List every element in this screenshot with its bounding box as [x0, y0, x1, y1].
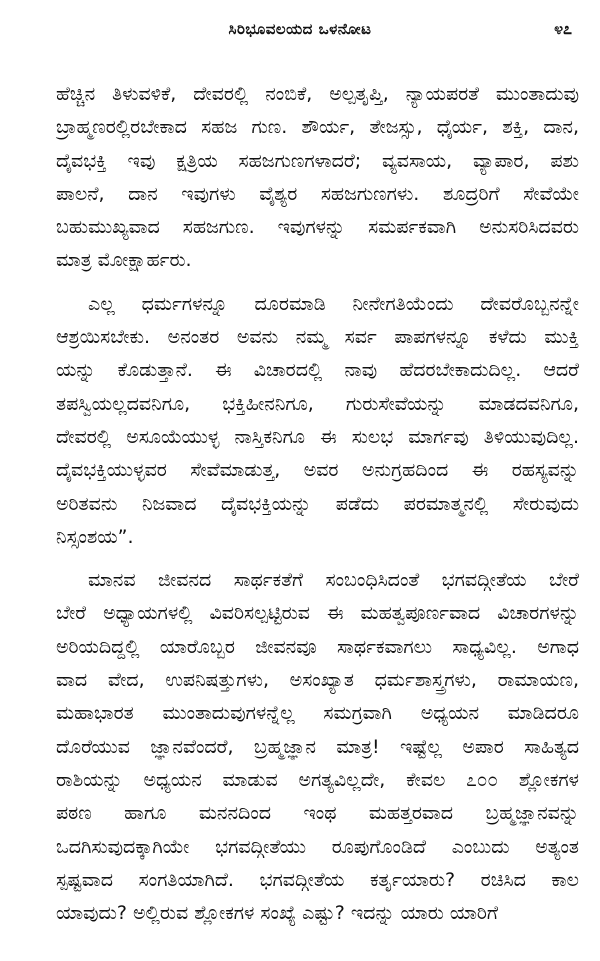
- text-line: ಬಹುಮುಖ್ಯವಾದ ಸಹಜಗುಣ. ಇವುಗಳನ್ನು ಸಮರ್ಪಕವಾಗಿ ಅನುಸರಿಸಿದವರು: [56, 216, 579, 239]
- paragraph: [56, 288, 579, 554]
- text-line: ಅರಿತವನು ನಿಜವಾದ ದೈವಭಕ್ತಿಯನ್ನು ಪಡೆದು ಪರಮಾತ್ಮನಲ್ಲಿ ಸೇರುವುದು: [56, 492, 579, 515]
- text-line: ಸ್ಪಷ್ಟವಾದ ಸಂಗತಿಯಾಗಿದೆ. ಭಗವದ್ಗೀತೆಯ ಕರ್ತೃಯಾರು? ರಚಿಸಿದ ಕಾಲ: [56, 868, 579, 891]
- text-line: ದೈವಭಕ್ತಿ ಇವು ಕ್ಷತ್ರಿಯ ಸಹಜಗುಣಗಳಾದರೆ; ವ್ಯವಸಾಯ, ವ್ಯಾಪಾರ, ಪಶು: [56, 149, 579, 172]
- text-line: ಅರಿಯದಿದ್ದಲ್ಲಿ ಯಾರೊಬ್ಬರ ಜೀವನವೂ ಸಾರ್ಥಕವಾಗಲು ಸಾಧ್ಯವಿಲ್ಲ. ಅಗಾಧ: [56, 635, 579, 658]
- text-line: ನಿಸ್ಸಂಶಯ”.: [56, 525, 134, 548]
- text-line: ಬ್ರಾಹ್ಮಣರಲ್ಲಿರಬೇಕಾದ ಸಹಜ ಗುಣ. ಶೌರ್ಯ, ತೇಜಸ್ಸು, ಧೈರ್ಯ, ಶಕ್ತಿ, ದಾನ,: [56, 116, 579, 139]
- text-line: ಮಾನವ ಜೀವನದ ಸಾರ್ಥಕತೆಗೆ ಸಂಬಂಧಿಸಿದಂತೆ ಭಗವದ್ಗೀತೆಯ ಬೇರೆ: [88, 569, 579, 592]
- text-line: ಯನ್ನು ಕೊಡುತ್ತಾನೆ. ಈ ವಿಚಾರದಲ್ಲಿ ನಾವು ಹೆದರಬೇಕಾದುದಿಲ್ಲ. ಆದರೆ: [56, 359, 579, 382]
- text-line: ಎಲ್ಲ ಧರ್ಮಗಳನ್ನೂ ದೂರಮಾಡಿ ನೀನೇಗತಿಯೆಂದು ದೇವರೊಬ್ಬನನ್ನೇ: [88, 292, 579, 315]
- paragraph: [56, 564, 579, 930]
- paragraph-gap: [56, 554, 579, 564]
- running-title: ಸಿರಿಭೂವಲಯದ ಒಳನೋಟ: [228, 20, 372, 38]
- text-line: ದೇವರಲ್ಲಿ ಅಸೂಯೆಯುಳ್ಳ ನಾಸ್ತಿಕನಿಗೂ ಈ ಸುಲಭ ಮಾರ್ಗವು ತಿಳಿಯುವುದಿಲ್ಲ.: [56, 425, 579, 448]
- text-line: ಮಾತ್ರ ಮೋಕ್ಷಾರ್ಹರು.: [56, 249, 192, 272]
- text-line: ರಾಶಿಯನ್ನು ಅಧ್ಯಯನ ಮಾಡುವ ಅಗತ್ಯವಿಲ್ಲದೇ, ಕೇವಲ ೭೦೦ ಶ್ಲೋಕಗಳ: [56, 768, 579, 791]
- body-text: [56, 78, 579, 930]
- text-line: ವಾದ ವೇದ, ಉಪನಿಷತ್ತುಗಳು, ಅಸಂಖ್ಯಾತ ಧರ್ಮಶಾಸ್ತ್ರಗಳು, ರಾಮಾಯಣ,: [56, 669, 579, 692]
- text-line: ಯಾವುದು? ಅಲ್ಲಿರುವ ಶ್ಲೋಕಗಳ ಸಂಖ್ಯೆ ಎಷ್ಟು? ಇದನ್ನು ಯಾರು ಯಾರಿಗೆ: [56, 902, 498, 925]
- text-line: ಮಹಾಭಾರತ ಮುಂತಾದುವುಗಳನ್ನೆಲ್ಲ ಸಮಗ್ರವಾಗಿ ಅಧ್ಯಯನ ಮಾಡಿದರೂ: [56, 702, 579, 725]
- paragraph-gap: [56, 278, 579, 288]
- text-line: ತಪಸ್ವಿಯಲ್ಲದವನಿಗೂ, ಭಕ್ತಿಹೀನನಿಗೂ, ಗುರುಸೇವೆಯನ್ನು ಮಾಡದವನಿಗೂ,: [56, 392, 579, 415]
- running-head: [0, 20, 600, 60]
- text-line: ಹೆಚ್ಚಿನ ತಿಳುವಳಿಕೆ, ದೇವರಲ್ಲಿ ನಂಬಿಕೆ, ಅಲ್ಪತೃಪ್ತಿ, ನ್ಯಾಯಪರತೆ ಮುಂತಾದುವು: [56, 83, 579, 105]
- text-line: ಪಠಣ ಹಾಗೂ ಮನನದಿಂದ ಇಂಥ ಮಹತ್ತರವಾದ ಬ್ರಹ್ಮಜ್ಞಾನವನ್ನು: [56, 802, 579, 825]
- page-number: ೪೭: [554, 19, 572, 38]
- text-line: ಪಾಲನೆ, ದಾನ ಇವುಗಳು ವೈಶ್ಯರ ಸಹಜಗುಣಗಳು. ಶೂದ್ರರಿಗೆ ಸೇವೆಯೇ: [56, 182, 579, 205]
- text-line: ಒದಗಿಸುವುದಕ್ಕಾಗಿಯೇ ಭಗವದ್ಗೀತೆಯು ರೂಪುಗೊಂಡಿದೆ ಎಂಬುದು ಅತ್ಯಂತ: [56, 835, 579, 858]
- text-line: ದೊರೆಯುವ ಜ್ಞಾನವೆಂದರೆ, ಬ್ರಹ್ಮಜ್ಞಾನ ಮಾತ್ರ! ಇಷ್ಟೆಲ್ಲ ಅಪಾರ ಸಾಹಿತ್ಯದ: [56, 735, 579, 758]
- text-line: ಆಶ್ರಯಿಸಬೇಕು. ಅನಂತರ ಅವನು ನಮ್ಮ ಸರ್ವ ಪಾಪಗಳನ್ನೂ ಕಳೆದು ಮುಕ್ತಿ: [56, 326, 579, 349]
- text-line: ದೈವಭಕ್ತಿಯುಳ್ಳವರ ಸೇವೆಮಾಡುತ್ತ, ಅವರ ಅನುಗ್ರಹದಿಂದ ಈ ರಹಸ್ಯವನ್ನು: [56, 459, 579, 482]
- paragraph: [56, 78, 579, 278]
- text-line: ಬೇರೆ ಅಧ್ಯಾಯಗಳಲ್ಲಿ ವಿವರಿಸಲ್ಪಟ್ಟಿರುವ ಈ ಮಹತ್ವಪೂರ್ಣವಾದ ವಿಚಾರಗಳನ್ನು: [56, 602, 579, 625]
